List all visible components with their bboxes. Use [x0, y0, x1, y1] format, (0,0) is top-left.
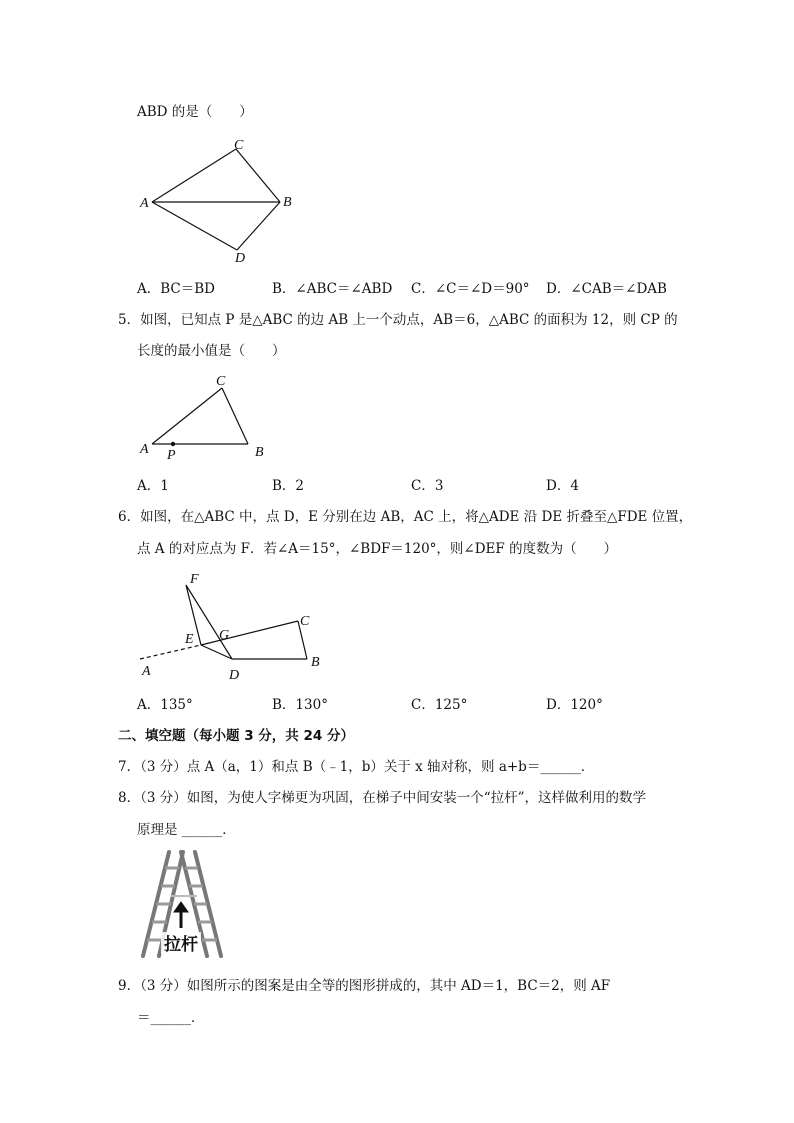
q8-line1: 8．（3 分）如图，为使人字梯更为巩固，在梯子中间安装一个“拉杆”，这样做利用的数学 [118, 790, 647, 806]
q4-figure [130, 130, 310, 270]
q5-option-c: C．3 [411, 478, 444, 494]
q4-stem-tail: ABD 的是（ ） [137, 104, 253, 120]
q5-label-c: C [216, 374, 226, 389]
q4-label-a: A [140, 196, 149, 211]
q6-label-b: B [311, 655, 320, 670]
q5-label-p: P [167, 448, 176, 463]
section-title-fill-in: 二、填空题（每小题 3 分，共 24 分） [118, 728, 354, 744]
q7-text: 7．（3 分）点 A（a，1）和点 B（﹣1，b）关于 x 轴对称，则 a+b＝______． [118, 759, 595, 775]
q5-line1: 5．如图，已知点 P 是△ABC 的边 AB 上一个动点，AB＝6，△ABC 的面积为 12，则 CP 的 [118, 312, 678, 328]
q6-label-a: A [142, 664, 151, 679]
q6-figure [130, 565, 340, 685]
q6-label-e: E [185, 632, 194, 647]
q4-option-b: B．∠ABC＝∠ABD [272, 281, 393, 297]
q5-label-a: A [140, 442, 149, 457]
q9-line2: ＝______． [137, 1010, 205, 1026]
q6-label-c: C [300, 614, 310, 629]
q6-line1: 6．如图，在△ABC 中，点 D，E 分别在边 AB，AC 上，将△ADE 沿 DE 折叠至△FDE 位置， [118, 509, 693, 525]
q4-label-d: D [235, 251, 246, 266]
q5-label-b: B [255, 445, 264, 460]
q8-line2: 原理是 ______． [137, 822, 236, 838]
q6-label-d: D [229, 668, 240, 683]
q9-line1: 9．（3 分）如图所示的图案是由全等的图形拼成的，其中 AD＝1，BC＝2，则 AF [118, 978, 611, 994]
q8-ladder-figure [137, 848, 227, 962]
q5-option-a: A．1 [137, 478, 169, 494]
q6-label-f: F [190, 572, 199, 587]
q8-ladder-label: 拉杆 [164, 935, 198, 954]
q5-figure [130, 370, 280, 465]
q4-option-c: C．∠C＝∠D＝90° [411, 281, 530, 297]
q4-label-b: B [283, 195, 292, 210]
q5-option-d: D．4 [546, 478, 579, 494]
q6-option-a: A．135° [137, 697, 193, 713]
q6-option-c: C．125° [411, 697, 468, 713]
q5-option-b: B．2 [272, 478, 305, 494]
q4-option-d: D．∠CAB＝∠DAB [546, 281, 667, 297]
q6-option-b: B．130° [272, 697, 328, 713]
q6-line2: 点 A 的对应点为 F．若∠A＝15°，∠BDF＝120°，则∠DEF 的度数为（ ） [137, 541, 618, 557]
q4-label-c: C [234, 138, 244, 153]
q6-label-g: G [219, 628, 230, 643]
q5-line2: 长度的最小值是（ ） [137, 343, 286, 359]
q4-option-a: A．BC＝BD [137, 281, 215, 297]
q6-option-d: D．120° [546, 697, 603, 713]
